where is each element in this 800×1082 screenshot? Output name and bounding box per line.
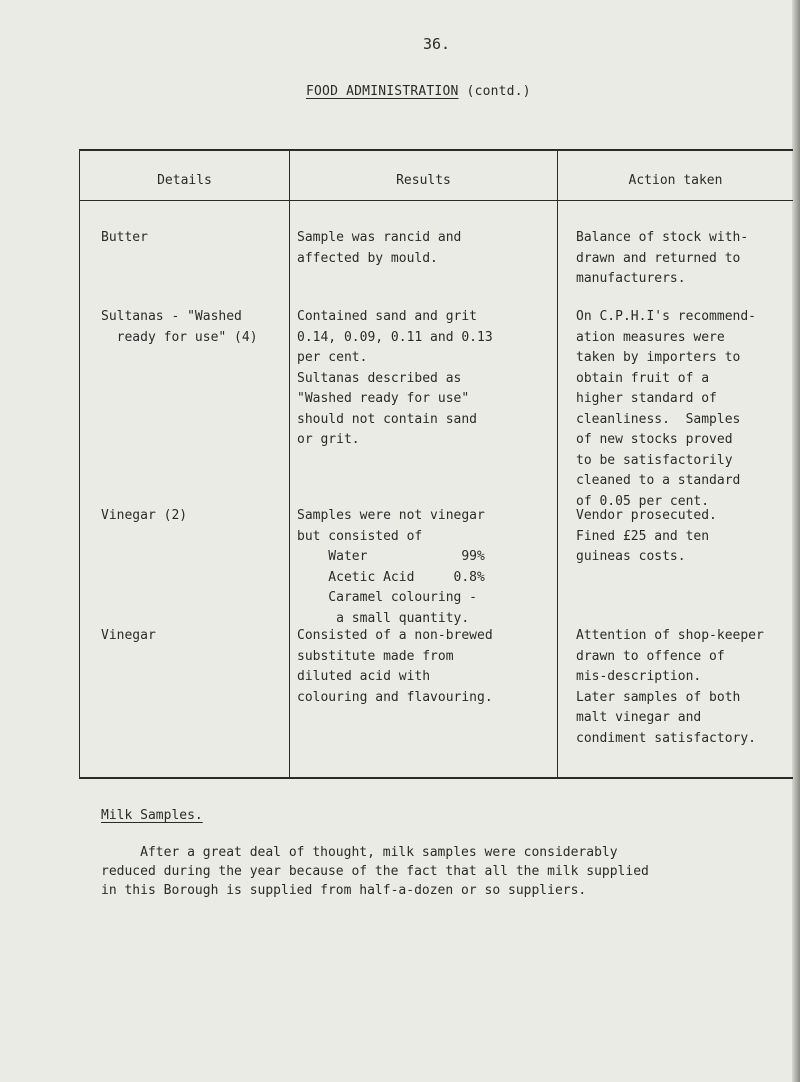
row-sultanas-action: On C.P.H.I's recommend- ation measures were taken by importers to obtain fruit of a higher standard of cleanliness. Samples of new stocks proved to be satisfactorily cleaned to a standard of 0.05 per cent.: [576, 309, 757, 509]
row-vinegar-2-action: Vendor prosecuted. Fined £25 and ten guineas costs.: [576, 508, 717, 564]
row-sultanas-details: Sultanas - "Washed ready for use" (4): [101, 309, 258, 345]
row-butter-action: Balance of stock with- drawn and returned to manufacturers.: [576, 230, 749, 286]
column-header-results: Results: [396, 173, 451, 188]
food-administration-table: [79, 149, 793, 779]
column-header-action: Action taken: [628, 173, 723, 188]
header-divider: [80, 200, 793, 201]
page-title: [306, 84, 531, 99]
milk-samples-heading: Milk Samples.: [101, 808, 203, 823]
row-vinegar-results: Consisted of a non-brewed substitute made from diluted acid with colouring and flavouring.: [297, 628, 493, 705]
row-vinegar-action: Attention of shop-keeper drawn to offence of mis-description. Later samples of both malt vinegar and condiment satisfactory.: [576, 628, 764, 746]
row-butter-results: Sample was rancid and affected by mould.: [297, 230, 462, 266]
column-divider: [557, 151, 558, 777]
column-header-details: Details: [157, 173, 212, 188]
page-title-main: FOOD ADMINISTRATION: [306, 84, 459, 99]
row-vinegar-2-results: Samples were not vinegar but consisted of Water 99% Acetic Acid 0.8% Caramel colouring - a small quantity.: [297, 508, 485, 626]
row-butter-details: Butter: [101, 230, 148, 245]
row-sultanas-results: Contained sand and grit 0.14, 0.09, 0.11 and 0.13 per cent. Sultanas described as "Washed ready for use" should not contain sand or grit.: [297, 309, 493, 447]
row-vinegar-2-details: Vinegar (2): [101, 508, 188, 523]
milk-samples-paragraph: After a great deal of thought, milk samples were considerably reduced during the year because of the fact that all the milk supplied in this Borough is supplied from half-a-dozen or so suppliers.: [101, 845, 649, 898]
row-vinegar-details: Vinegar: [101, 628, 156, 643]
page-edge-shadow: [792, 0, 800, 1082]
column-divider: [289, 151, 290, 777]
page-number: 36.: [423, 35, 451, 53]
page-title-suffix: (contd.): [466, 84, 531, 99]
